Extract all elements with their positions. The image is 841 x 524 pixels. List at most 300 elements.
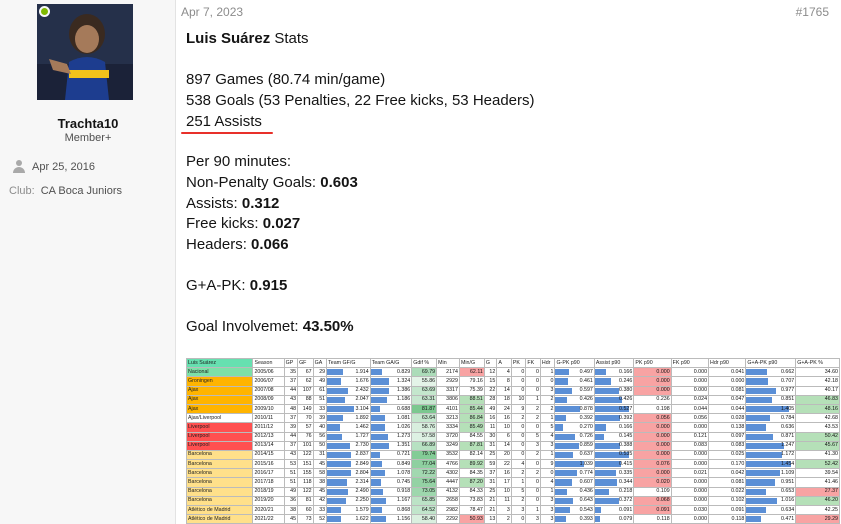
table-cell: 44: [284, 386, 297, 395]
table-cell: 81.87: [412, 404, 437, 413]
table-cell: 0.000: [671, 423, 708, 432]
user-info-panel: [0, 0, 176, 524]
table-cell: 1.172: [746, 450, 796, 459]
data-bar: [746, 397, 772, 403]
data-bar: [327, 369, 343, 375]
table-cell: 60: [298, 506, 314, 515]
table-cell: 29.29: [796, 515, 840, 524]
table-cell: 37: [284, 414, 297, 423]
table-cell: 1.186: [370, 395, 412, 404]
table-cell: 0: [526, 460, 541, 469]
table-cell: 17: [497, 478, 512, 487]
table-cell: 0.335: [594, 469, 633, 478]
table-cell: 55.86: [412, 377, 437, 386]
table-header-cell: Luis Suárez: [187, 359, 253, 368]
table-cell: 3: [526, 515, 541, 524]
table-cell: 82.14: [459, 450, 484, 459]
table-cell: 42.18: [796, 377, 840, 386]
table-cell: 1.892: [327, 414, 371, 423]
table-cell: 45: [284, 515, 297, 524]
table-cell: 0: [511, 423, 526, 432]
table-cell: 0.118: [709, 515, 746, 524]
table-cell: 2: [540, 395, 555, 404]
table-cell: 16: [484, 414, 496, 423]
table-cell: 3806: [437, 395, 460, 404]
table-cell: 2929: [437, 377, 460, 386]
table-cell: 2.432: [327, 386, 371, 395]
table-cell: 0: [511, 441, 526, 450]
table-cell: 2012/13: [253, 432, 284, 441]
table-cell: 1.914: [327, 368, 371, 377]
table-cell: 0.081: [709, 478, 746, 487]
table-cell: 0.020: [634, 478, 671, 487]
table-cell: 29: [313, 368, 326, 377]
table-cell: 0.380: [594, 386, 633, 395]
club-cell: Liverpool: [187, 423, 253, 432]
data-bar: [327, 479, 347, 485]
data-bar: [746, 479, 775, 485]
table-cell: 31: [313, 450, 326, 459]
table-cell: 0.000: [671, 377, 708, 386]
table-header-cell: FK: [526, 359, 541, 368]
table-cell: 0.042: [709, 469, 746, 478]
table-cell: 63.31: [412, 395, 437, 404]
table-cell: 0.951: [746, 478, 796, 487]
table-row: [187, 460, 840, 469]
table-cell: 0.024: [671, 395, 708, 404]
club-cell: Barcelona: [187, 469, 253, 478]
assists-p90-line: [186, 194, 279, 214]
data-bar: [555, 415, 566, 421]
table-cell: 0.426: [594, 395, 633, 404]
table-cell: 45: [313, 460, 326, 469]
table-cell: 0.044: [709, 404, 746, 413]
table-cell: 2020/21: [253, 506, 284, 515]
table-cell: 2014/15: [253, 450, 284, 459]
table-cell: 0.166: [594, 368, 633, 377]
table-cell: 73.05: [412, 487, 437, 496]
freekicks-line: [186, 214, 300, 234]
table-cell: 3532: [437, 450, 460, 459]
table-cell: 0.166: [594, 423, 633, 432]
table-cell: 0.000: [671, 386, 708, 395]
data-bar: [371, 406, 380, 412]
table-cell: 0.000: [634, 450, 671, 459]
table-cell: 36: [284, 496, 297, 505]
table-cell: 4302: [437, 469, 460, 478]
online-status-indicator: [39, 6, 50, 17]
table-cell: 4132: [437, 487, 460, 496]
table-cell: 31: [484, 441, 496, 450]
np-goals-label: Non-Penalty Goals:: [186, 174, 317, 191]
gapk-line: [186, 276, 287, 296]
table-cell: 1: [526, 506, 541, 515]
table-header-cell: GP: [284, 359, 297, 368]
table-cell: 1.727: [327, 432, 371, 441]
table-cell: 0.726: [555, 432, 594, 441]
table-cell: 1.081: [370, 414, 412, 423]
table-cell: 0.535: [594, 450, 633, 459]
table-cell: 38: [313, 478, 326, 487]
table-cell: 85.49: [459, 423, 484, 432]
table-header-cell: Gdif %: [412, 359, 437, 368]
table-cell: 45: [313, 487, 326, 496]
table-cell: 2013/14: [253, 441, 284, 450]
table-cell: 3334: [437, 423, 460, 432]
table-header-cell: G: [484, 359, 496, 368]
data-bar: [371, 378, 389, 384]
table-cell: 4: [540, 478, 555, 487]
table-cell: 0.121: [671, 432, 708, 441]
data-bar: [595, 415, 620, 421]
table-cell: 76: [298, 432, 314, 441]
table-cell: 42: [313, 496, 326, 505]
data-bar: [371, 415, 386, 421]
data-bar: [595, 498, 619, 504]
table-cell: 4: [511, 460, 526, 469]
table-cell: 3: [540, 515, 555, 524]
table-cell: 1: [540, 487, 555, 496]
np-goals-value: 0.603: [320, 174, 358, 191]
table-cell: 21: [484, 496, 496, 505]
data-bar: [371, 424, 385, 430]
table-header-cell: Assist p90: [594, 359, 633, 368]
table-cell: 50.42: [796, 432, 840, 441]
table-cell: 84.55: [459, 432, 484, 441]
table-cell: 67: [298, 368, 314, 377]
data-bar: [327, 461, 351, 467]
table-header-cell: G+A-PK p90: [746, 359, 796, 368]
data-bar: [327, 397, 344, 403]
table-header-cell: Min/G: [459, 359, 484, 368]
table-cell: 0: [526, 368, 541, 377]
table-row: [187, 386, 840, 395]
table-cell: 0.636: [746, 423, 796, 432]
involvement-value: 43.50%: [302, 318, 354, 335]
table-cell: 10: [497, 487, 512, 496]
data-bar: [746, 507, 765, 513]
table-cell: 0.170: [709, 460, 746, 469]
table-cell: 40.17: [796, 386, 840, 395]
table-cell: 122: [298, 450, 314, 459]
table-cell: 155: [298, 469, 314, 478]
user-title: Member+: [64, 132, 112, 144]
avatar[interactable]: [37, 4, 133, 100]
table-cell: 49: [284, 487, 297, 496]
table-cell: 3249: [437, 441, 460, 450]
data-bar: [371, 434, 388, 440]
table-cell: 9: [511, 404, 526, 413]
table-cell: 78.47: [459, 506, 484, 515]
data-bar: [555, 378, 568, 384]
club-cell: Nacional: [187, 368, 253, 377]
table-cell: 1.622: [327, 515, 371, 524]
table-cell: 0.543: [555, 506, 594, 515]
table-cell: 0.784: [746, 414, 796, 423]
table-cell: 87.20: [459, 478, 484, 487]
stats-table: [186, 358, 840, 524]
table-cell: 0.393: [555, 515, 594, 524]
data-bar: [371, 461, 382, 467]
table-cell: 11: [497, 496, 512, 505]
table-cell: 1.039: [555, 460, 594, 469]
table-cell: 1.247: [746, 441, 796, 450]
club-cell: Groningen: [187, 377, 253, 386]
table-cell: 72.22: [412, 469, 437, 478]
table-cell: 3.104: [327, 404, 371, 413]
club-cell: Ajax: [187, 395, 253, 404]
table-cell: 63.64: [412, 414, 437, 423]
join-date-row: [12, 160, 95, 174]
table-cell: 2009/10: [253, 404, 284, 413]
table-cell: 0: [526, 423, 541, 432]
table-cell: 1.156: [370, 515, 412, 524]
table-cell: 0.270: [555, 423, 594, 432]
table-cell: 0.527: [594, 404, 633, 413]
table-header-cell: Hdr: [540, 359, 555, 368]
table-cell: 65.85: [412, 496, 437, 505]
table-cell: 118: [298, 478, 314, 487]
table-cell: 0.829: [370, 368, 412, 377]
table-cell: 0.068: [634, 496, 671, 505]
table-cell: 151: [298, 460, 314, 469]
table-cell: 27.37: [796, 487, 840, 496]
table-cell: 2006/07: [253, 377, 284, 386]
data-bar: [595, 434, 604, 440]
table-cell: 0.653: [746, 487, 796, 496]
table-cell: 2005/06: [253, 368, 284, 377]
table-cell: 42.68: [796, 414, 840, 423]
table-cell: 13: [484, 515, 496, 524]
table-cell: 0.849: [370, 460, 412, 469]
table-cell: 2016/17: [253, 469, 284, 478]
username[interactable]: Trachta10: [57, 116, 119, 131]
table-cell: 1.405: [746, 404, 796, 413]
data-bar: [746, 415, 770, 421]
club-cell: Ajax: [187, 386, 253, 395]
table-cell: 2: [526, 414, 541, 423]
table-cell: 0.079: [594, 515, 633, 524]
table-cell: 79.16: [459, 377, 484, 386]
table-cell: 0.774: [555, 469, 594, 478]
table-cell: 2: [497, 515, 512, 524]
data-bar: [746, 470, 780, 476]
table-cell: 1: [540, 450, 555, 459]
data-bar: [746, 434, 773, 440]
table-cell: 2982: [437, 506, 460, 515]
table-header-cell: FK p90: [671, 359, 708, 368]
data-bar: [555, 470, 576, 476]
table-cell: 69.79: [412, 368, 437, 377]
table-cell: 0: [511, 515, 526, 524]
data-bar: [327, 516, 341, 522]
table-cell: 16: [497, 469, 512, 478]
table-cell: 11: [484, 423, 496, 432]
table-cell: 0.145: [594, 432, 633, 441]
table-cell: 0.344: [594, 478, 633, 487]
table-row: [187, 432, 840, 441]
data-bar: [327, 452, 351, 458]
table-cell: 1.273: [370, 432, 412, 441]
table-cell: 0.198: [634, 404, 671, 413]
data-bar: [371, 507, 383, 513]
table-row: [187, 478, 840, 487]
table-cell: 4: [497, 368, 512, 377]
table-cell: 1.676: [327, 377, 371, 386]
table-cell: 58.40: [412, 515, 437, 524]
table-cell: 51: [284, 469, 297, 478]
table-cell: 58.76: [412, 423, 437, 432]
headers-value: 0.066: [251, 236, 289, 253]
table-cell: 0.000: [671, 478, 708, 487]
table-cell: 2.314: [327, 478, 371, 487]
table-cell: 0.022: [709, 487, 746, 496]
table-cell: 0.081: [709, 386, 746, 395]
data-bar: [555, 498, 573, 504]
table-cell: 58: [313, 469, 326, 478]
table-cell: 21: [484, 506, 496, 515]
data-bar: [555, 452, 572, 458]
table-cell: 2007/08: [253, 386, 284, 395]
data-bar: [555, 507, 570, 513]
table-header-cell: PK p90: [634, 359, 671, 368]
data-bar: [371, 470, 386, 476]
data-bar: [555, 369, 569, 375]
table-cell: 0.118: [634, 515, 671, 524]
table-header-cell: G+A-PK %: [796, 359, 840, 368]
table-cell: 1.324: [370, 377, 412, 386]
table-cell: 0.597: [555, 386, 594, 395]
table-cell: 0.091: [594, 506, 633, 515]
data-bar: [327, 415, 343, 421]
data-bar: [327, 388, 348, 394]
table-cell: 0.878: [555, 404, 594, 413]
table-cell: 62: [298, 377, 314, 386]
stats-table-image[interactable]: [186, 358, 840, 524]
table-cell: 14: [497, 441, 512, 450]
table-cell: 0: [511, 368, 526, 377]
table-cell: 0.721: [370, 450, 412, 459]
table-cell: 0.000: [709, 377, 746, 386]
table-cell: 2011/12: [253, 423, 284, 432]
table-cell: 2: [526, 469, 541, 478]
data-bar: [595, 369, 606, 375]
table-cell: 2174: [437, 368, 460, 377]
table-cell: 0.868: [370, 506, 412, 515]
table-cell: 0.000: [634, 432, 671, 441]
table-cell: 14: [497, 386, 512, 395]
table-header-row: [187, 359, 840, 368]
club-cell: Barcelona: [187, 450, 253, 459]
table-cell: 0: [511, 450, 526, 459]
table-cell: 2.250: [327, 496, 371, 505]
title-suffix: Stats: [274, 30, 309, 47]
table-cell: 2015/16: [253, 460, 284, 469]
table-cell: 35: [284, 368, 297, 377]
table-cell: 0.097: [709, 432, 746, 441]
table-cell: 0.030: [671, 506, 708, 515]
table-cell: 2.849: [327, 460, 371, 469]
post-date[interactable]: Apr 7, 2023: [181, 5, 244, 19]
table-cell: 2: [526, 450, 541, 459]
table-cell: 0.083: [709, 441, 746, 450]
table-cell: 87.81: [459, 441, 484, 450]
table-cell: 16: [497, 414, 512, 423]
table-cell: 0.977: [746, 386, 796, 395]
table-cell: 0.634: [746, 506, 796, 515]
table-row: [187, 496, 840, 505]
table-cell: 73: [298, 515, 314, 524]
table-cell: 3213: [437, 414, 460, 423]
table-cell: 122: [298, 487, 314, 496]
table-cell: 5: [526, 432, 541, 441]
table-cell: 4: [540, 432, 555, 441]
table-cell: 0.436: [555, 487, 594, 496]
table-cell: 18: [497, 395, 512, 404]
table-cell: 3: [540, 386, 555, 395]
data-bar: [327, 434, 342, 440]
table-cell: 2.804: [327, 469, 371, 478]
table-cell: 2: [511, 414, 526, 423]
table-cell: 33: [313, 506, 326, 515]
table-row: [187, 441, 840, 450]
table-cell: 0.372: [594, 496, 633, 505]
table-cell: 0: [511, 386, 526, 395]
table-cell: 38: [284, 506, 297, 515]
data-bar: [746, 378, 768, 384]
post-title: [186, 29, 309, 49]
table-cell: 12: [484, 368, 496, 377]
post-number[interactable]: #1765: [795, 5, 829, 19]
table-cell: 0.236: [634, 395, 671, 404]
table-cell: 2.730: [327, 441, 371, 450]
data-bar: [371, 498, 387, 504]
club-label: Club:: [9, 185, 35, 197]
table-cell: 43.53: [796, 423, 840, 432]
table-cell: 41.46: [796, 478, 840, 487]
table-cell: 0.091: [634, 506, 671, 515]
join-date: Apr 25, 2016: [32, 161, 95, 173]
data-bar: [327, 424, 339, 430]
table-cell: 2658: [437, 496, 460, 505]
table-cell: 0: [540, 377, 555, 386]
table-cell: 31: [484, 478, 496, 487]
data-bar: [327, 507, 340, 513]
data-bar: [555, 388, 571, 394]
table-cell: 0.426: [555, 395, 594, 404]
freekicks-label: Free kicks:: [186, 215, 259, 232]
data-bar: [555, 516, 566, 522]
table-header-cell: Season: [253, 359, 284, 368]
table-row: [187, 368, 840, 377]
table-cell: 84.33: [459, 487, 484, 496]
data-bar: [555, 424, 562, 430]
data-bar: [371, 489, 383, 495]
data-bar: [746, 424, 765, 430]
table-cell: 4101: [437, 404, 460, 413]
table-cell: 1.351: [370, 441, 412, 450]
data-bar: [371, 388, 390, 394]
table-cell: 0: [511, 377, 526, 386]
data-bar: [555, 479, 572, 485]
table-cell: 0.102: [709, 496, 746, 505]
table-cell: 59: [484, 460, 496, 469]
table-cell: 1.026: [370, 423, 412, 432]
table-cell: 0.643: [555, 496, 594, 505]
table-row: [187, 450, 840, 459]
data-bar: [595, 424, 606, 430]
club-cell: Liverpool: [187, 432, 253, 441]
